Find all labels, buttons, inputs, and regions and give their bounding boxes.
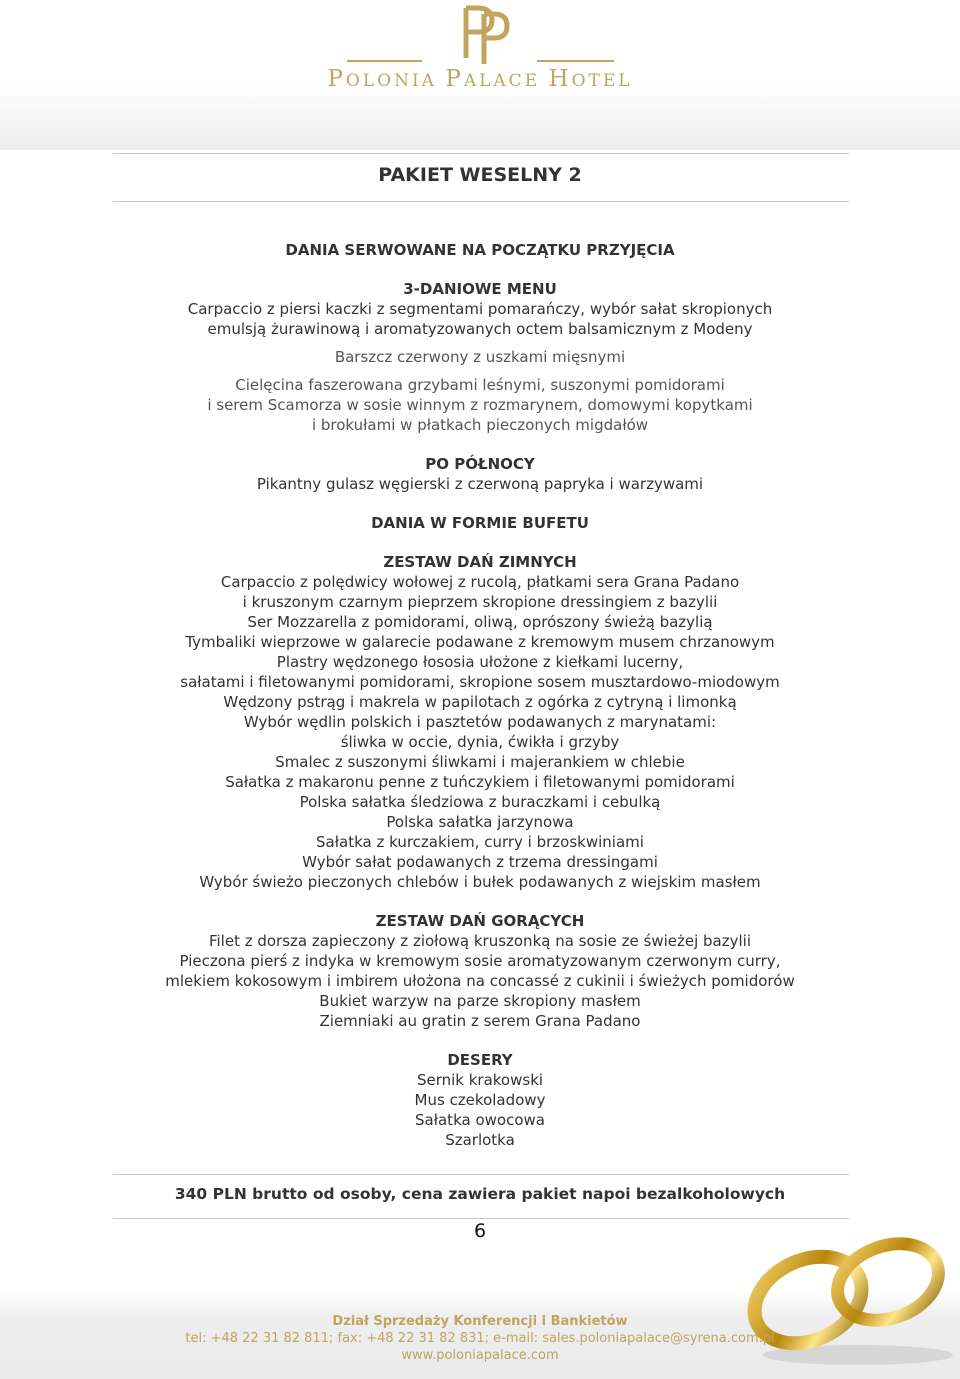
menu-line: Tymbaliki wieprzowe w galarecie podawane z kremowym musem chrzanowym [185,633,775,651]
menu-line: Carpaccio z polędwicy wołowej z rucolą, płatkami sera Grana Padano [220,573,740,591]
menu-line: Wybór świeżo pieczonych chlebów i bułek podawanych z wiejskim masłem [199,873,761,891]
footer-department: Dział Sprzedaży Konferencji i Bankietów [332,1314,628,1329]
menu-line: Sałatka owocowa [415,1111,545,1129]
menu-line: i kruszonym czarnym pieprzem skropione dressingiem z bazylii [242,593,718,611]
price-note: 340 PLN brutto od osoby, cena zawiera pakiet napoi bezalkoholowych [174,1185,786,1203]
menu-line: Polska sałatka jarzynowa [386,813,574,831]
menu-line: i brokułami w płatkach pieczonych migdałów [311,416,649,434]
hotel-name-word-3: HOTEL [548,66,633,92]
hotel-name-word-2: PALACE [445,66,541,92]
menu-line: sałatami i filetowanymi pomidorami, skropione sosem musztardowo-miodowym [180,673,780,691]
menu-line: Plastry wędzonego łososia ułożone z kiełkami lucerny, [276,653,684,671]
menu-line: śliwka w occie, dynia, ćwikła i grzyby [340,733,620,751]
hotel-logo [0,0,960,110]
section-heading-midnight: PO PÓŁNOCY [425,455,535,473]
rule-price-top [113,1174,849,1175]
footer-contact: tel: +48 22 31 82 811; fax: +48 22 31 82 831; e-mail: sales.poloniapalace@syrena.com.pl [185,1331,775,1346]
rule-price-bottom [113,1218,849,1219]
menu-line: Mus czekoladowy [414,1091,546,1109]
monogram-icon [466,8,507,64]
menu-line: Ser Mozzarella z pomidorami, oliwą, oprószony świeżą bazylią [247,613,713,631]
page-number: 6 [473,1220,487,1242]
menu-line: Carpaccio z piersi kaczki z segmentami pomarańczy, wybór sałat skropionych [187,300,773,318]
rule-title [113,201,849,202]
menu-line: Cielęcina faszerowana grzybami leśnymi, suszonymi pomidorami [235,376,725,394]
menu-line: Wędzony pstrąg i makrela w papilotach z ogórka z cytryną i limonką [223,693,737,711]
section-heading-desserts: DESERY [447,1051,513,1069]
menu-line: Sałatka z kurczakiem, curry i brzoskwiniami [316,833,644,851]
menu-line: Polska sałatka śledziowa z buraczkami i cebulką [299,793,661,811]
section-heading-start: DANIA SERWOWANE NA POCZĄTKU PRZYJĘCIA [285,241,675,259]
menu-line: Wybór sałat podawanych z trzema dressingami [302,853,658,871]
menu-line: Sałatka z makaronu penne z tuńczykiem i filetowanymi pomidorami [225,773,735,791]
menu-line: i serem Scamorza w sosie winnym z rozmarynem, domowymi kopytkami [207,396,753,414]
menu-line: Wybór wędlin polskich i pasztetów podawanych z marynatami: [243,713,717,731]
section-heading-hot: ZESTAW DAŃ GORĄCYCH [375,912,585,930]
section-heading-buffet: DANIA W FORMIE BUFETU [371,514,589,532]
menu-content [0,240,960,1150]
menu-line: mlekiem kokosowym i imbirem ułożona na concassé z cukinii i świeżych pomidorów [165,972,795,990]
menu-line: Bukiet warzyw na parze skropiony masłem [319,992,641,1010]
hotel-name-word-1: POLONIA [327,66,437,92]
rule-top [113,153,849,154]
menu-line: Szarlotka [445,1131,515,1149]
section-heading-cold: ZESTAW DAŃ ZIMNYCH [383,553,577,571]
page-title: PAKIET WESELNY 2 [378,164,582,186]
menu-line: emulsją żurawinową i aromatyzowanych octem balsamicznym z Modeny [207,320,753,338]
menu-line: Sernik krakowski [416,1071,544,1089]
menu-line: Ziemniaki au gratin z serem Grana Padano [319,1012,641,1030]
monogram-text: PP [480,105,482,106]
menu-line: Filet z dorsza zapieczony z ziołową kruszonką na sosie ze świeżej bazylii [208,932,752,950]
footer [0,1313,960,1364]
section-heading-3-course: 3-DANIOWE MENU [403,280,557,298]
hotel-name [0,66,960,92]
footer-website-link[interactable]: www.poloniapalace.com [401,1348,559,1363]
menu-line: Smalec z suszonymi śliwkami i majerankiem w chlebie [275,753,685,771]
menu-line: Barszcz czerwony z uszkami mięsnymi [334,348,626,366]
menu-line: Pieczona pierś z indyka w kremowym sosie aromatyzowanym czerwonym curry, [179,952,781,970]
menu-line: Pikantny gulasz węgierski z czerwoną papryka i warzywami [256,475,704,493]
